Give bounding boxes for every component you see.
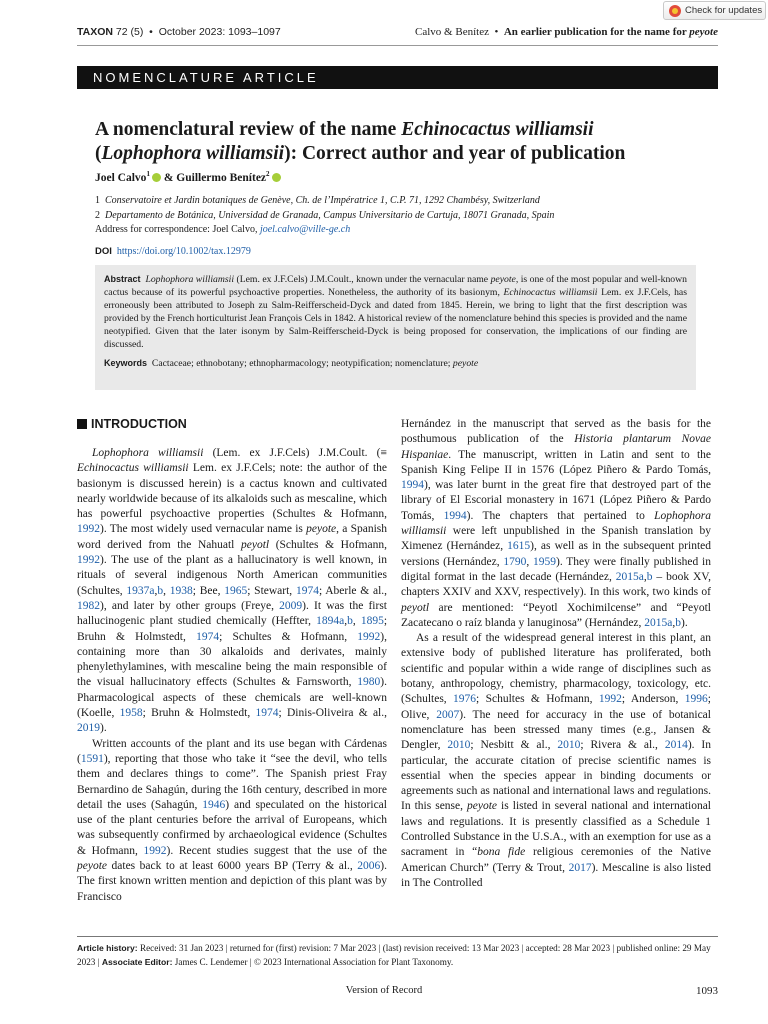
citation-link[interactable]: b (157, 584, 164, 597)
footer-divider (77, 936, 718, 937)
paragraph: Written accounts of the plant and its use began with Cárdenas (1591), reporting that those who take it “see the devil, who tells them and declares things to come”. The Spanish priest Fray Bernardino de Sahagún, during the 16th century, described in more detail the uses (Sahagún, 1946) and speculated on the historical use of the plant centuries before the arrival of Europeans, which was subsequently confirmed by archaeological evidence (Schultes & Hofmann, 1992). Recent studies suggest that the use of the peyote dates back to at least 6000 years BP (Terry & al., 2006). The first known written mention and depiction of this plant was by Francisco (77, 737, 387, 903)
affiliation: 1 Conservatoire et Jardin botaniques de Genève, Ch. de l’Impératrice 1, C.P. 71, 1292 Chambésy, Switzerland (95, 195, 540, 206)
citation-link[interactable]: 1982 (77, 599, 100, 612)
citation-link[interactable]: 2017 (568, 861, 592, 874)
author-name: Joel Calvo (95, 172, 147, 184)
citation-link[interactable]: 1615 (507, 540, 531, 553)
citation-link[interactable]: b (675, 616, 682, 629)
section-heading: INTRODUCTION (77, 417, 387, 432)
citation-link[interactable]: 1994 (401, 479, 424, 492)
check-for-updates-button[interactable] (663, 1, 766, 20)
crossmark-icon (669, 5, 681, 17)
citation-link[interactable]: 2015a (644, 616, 673, 629)
doi: DOI https://doi.org/10.1002/tax.12979 (95, 246, 251, 257)
citation-link[interactable]: 2014 (664, 739, 688, 752)
short-title: An earlier publication for the name for peyote (503, 26, 718, 38)
citation-link[interactable]: 1938 (169, 584, 193, 597)
keywords: Keywords Cactaceae; ethnobotany; ethnopharmacology; neotypification; nomenclature; peyote (104, 357, 479, 369)
citation-link[interactable]: 1992 (357, 630, 381, 643)
affiliation: 2 Departamento de Botánica, Universidad de Granada, Campus Universitario de Cartuja, 18071 Granada, Spain (95, 210, 555, 221)
citation-link[interactable]: 2019 (77, 722, 100, 735)
citation-link[interactable]: b (347, 615, 353, 628)
article-title: A nomenclatural review of the name Echinocactus williamsii (Lophophora williamsii): Correct author and year of publication (95, 119, 626, 164)
abstract-box (95, 265, 696, 390)
citation-link[interactable]: 2007 (436, 708, 460, 721)
author-list: Joel Calvo$^1$ & Guillermo Benítez$^2$ (95, 170, 281, 184)
citation-link[interactable]: 1894a (316, 615, 345, 628)
citation-link[interactable]: 2010 (447, 739, 471, 752)
check-for-updates-label: Check for updates (685, 5, 763, 16)
paragraph: As a result of the widespread general interest in this plant, an extensive body of published literature has proliferated, both scientific and popular within a wide range of disciplines such as botany, anthropology, chemistry, pharmacology, toxicology, etc. (Schultes, 1976; Schultes & Hofmann, 1992; Anderson, 1996; Olive, 2007). The need for accuracy in the use of botanical nomenclature has been stressed many times (e.g., Jansen & Dengler, 2010; Nesbitt & al., 2010; Rivera & al., 2014). In particular, the accurate citation of precise scientific names is essential when the species appear in binding documents or agreements such as national and international laws and regulations. In this sense, peyote is listed in several national and international laws and regulations. It is presently classified as a Schedule 1 Controlled Substance in the U.S.A., with an exemption for use as a sacrament in “bona fide religious ceremonies of the Native American Church” (Terry & Trout, 2017). Mescaline is also listed in The Controlled (401, 632, 712, 889)
correspondence: Address for correspondence: Joel Calvo, joel.calvo@ville-ge.ch (95, 224, 351, 235)
citation-link[interactable]: 1790 (503, 555, 527, 568)
citation-link[interactable]: 1591 (80, 752, 104, 765)
authors-short: Calvo & Benítez (415, 26, 489, 38)
citation-link[interactable]: 2006 (357, 860, 381, 873)
citation-link[interactable]: 1958 (119, 707, 143, 720)
citation-link[interactable]: b (646, 570, 653, 583)
header-divider (77, 45, 718, 46)
citation-link[interactable]: 1946 (202, 798, 226, 811)
citation-link[interactable]: 1965 (224, 584, 248, 597)
citation-link[interactable]: 1974 (255, 707, 279, 720)
citation-link[interactable]: 1976 (453, 693, 477, 706)
citation-link[interactable]: 2015a (615, 570, 644, 583)
version-of-record: Version of Record (345, 985, 423, 996)
citation-link[interactable]: 1937a (126, 584, 155, 597)
citation-link[interactable]: 1992 (598, 693, 622, 706)
paragraph: Lophophora williamsii (Lem. ex J.F.Cels) J.M.Coult. (≡ Echinocactus williamsii Lem. ex J.F.Cels; note: the author of the basionym is discussed herein) is a cactus known and cultivated nearly worldwide because of its alkaloids such as mescaline, which has powerful psychoactive properties (Schultes & Hofmann, 1992). The most widely used vernacular name is peyote, a Spanish word derived from the Nahuatl peyotl (Schultes & Hofmann, 1992). The use of the plant as a hallucinatory is well known, in rituals of several indigenous North American communities (Schultes, 1937a,b, 1938; Bee, 1965; Stewart, 1974; Aberle & al., 1982), and later by other groups (Freye, 2009). It was the first hallucinogenic plant studied chemically (Heffter, 1894a,b, 1895; Bruhn & Holmstedt, 1974; Schultes & Hofmann, 1992), containing more than 30 alkaloids and derivates, mainly phenylethylamines, with mescaline being the main responsible of the visual hallucinatory effects (Schultes & Farnsworth, 1980). Pharmacological aspects of these chemicals are well-known (Koelle, 1958; Bruhn & Holmstedt, 1974; Dinis-Oliveira & al., 2019). (77, 447, 388, 735)
volume-issue: 72 (5) (115, 26, 144, 38)
date-pages: October 2023: 1093–1097 (158, 26, 281, 38)
abstract-text: Abstract Lophophora williamsii (Lem. ex J.F.Cels) J.M.Coult., known under the vernacular name peyote, is one of the most popular and well-known cactus because of its powerful psychoactive properties. Nonetheless, the authority of its basionym, Echinocactus williamsii Lem. ex J.F.Cels, has erroneously been attributed to Joseph zu Salm-Reifferscheid-Dyck and dated from 1845. Herein, we bring to light that the first description was provided by the French horticulturist Jean François Cels in 1842. A historical review of the nomenclature behind this species is provided and the name neotypified. Given that the later isonym by Salm-Reifferscheid-Dyck is being proposed for conservation, the implications of our finding are discussed. (104, 274, 687, 351)
citation-link[interactable]: 1996 (684, 693, 708, 706)
body-column-right (401, 417, 711, 891)
doi-link[interactable]: https://doi.org/10.1002/tax.12979 (116, 246, 251, 257)
page-number: 1093 (696, 985, 718, 997)
running-header-right: Calvo & Benítez • An earlier publication for the name for peyote (415, 26, 718, 38)
correspondence-email-link[interactable]: joel.calvo@ville-ge.ch (259, 224, 351, 235)
citation-link[interactable]: 1994 (443, 509, 467, 522)
article-type-banner: NOMENCLATURE ARTICLE (77, 66, 718, 89)
citation-link[interactable]: 1974 (295, 584, 319, 597)
citation-link[interactable]: 2010 (557, 739, 581, 752)
citation-link[interactable]: 1992 (77, 523, 100, 536)
orcid-icon[interactable] (272, 173, 281, 182)
citation-link[interactable]: 1895 (360, 615, 384, 628)
citation-link[interactable]: 1974 (196, 630, 220, 643)
paragraph: Hernández in the manuscript that served as the basis for the posthumous publication of the Historia plantarum Novae Hispaniae. The manuscript, written in Latin and sent to the Spanish King Felipe II in 1576 (López Piñero & Pardo Tomás, 1994), was later burnt in the great fire that destroyed part of the library of El Escorial monastery in 1671 (López Piñero & Pardo Tomás, 1994). The chapters that pertained to Lophophora williamsii were left unpublished in the Spanish translation by Ximenez (Hernández, 1615), as well as in the subsequent printed versions (Hernández, 1790, 1959). They were finally published in digital format in the last decade (Hernández, 2015a,b – book XV, chapters XXIV and XXV, respectively). In this work, two kinds of peyotl are mentioned: “Peyotl Xochimilcense” and “Peyotl Zacatecano o raíz blanda y lanuginosa” (Hernández, 2015a,b). (401, 418, 712, 629)
citation-link[interactable]: 1992 (143, 844, 167, 857)
citation-link[interactable]: 1992 (77, 554, 100, 567)
citation-link[interactable]: 1959 (533, 555, 557, 568)
orcid-icon[interactable] (152, 173, 161, 182)
article-history: Article history: Received: 31 Jan 2023 | returned for (first) revision: 7 Mar 2023 | (last) revision received: 13 Mar 2023 | accepted: 28 Mar 2023 | published online: 29 May 2023 | Associate Editor: James C. Lendemer | © 2023 International Association for Plant Taxonomy. (77, 943, 711, 967)
running-header-left: TAXON 72 (5) • October 2023: 1093–1097 (77, 26, 281, 38)
body-column-left (77, 417, 387, 905)
author-name: Guillermo Benítez (176, 172, 267, 184)
section-marker-icon (77, 419, 87, 429)
citation-link[interactable]: 2009 (279, 599, 303, 612)
citation-link[interactable]: 1980 (357, 676, 381, 689)
journal-name: TAXON (77, 26, 113, 38)
